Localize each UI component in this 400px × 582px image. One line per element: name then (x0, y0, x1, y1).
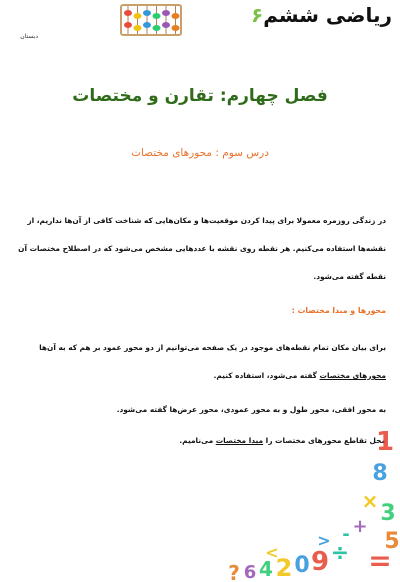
math-symbol: > (317, 531, 331, 550)
abacus-bead (153, 25, 161, 31)
abacus-bead (162, 22, 170, 28)
math-symbol: 6 (243, 562, 257, 582)
math-symbol: 4 (259, 557, 273, 581)
lesson-title: درس سوم : محورهای مختصات (131, 147, 269, 159)
brand-title (251, 3, 392, 27)
abacus-bead (162, 10, 170, 16)
math-symbol: 1 (375, 427, 395, 457)
abacus-bead (143, 10, 151, 16)
axis-names-paragraph: به محور افقی، محور طول و به محور عمودی، محور عرض‌ها گفته می‌شود. (116, 405, 386, 414)
math-symbol: 2 (275, 554, 293, 582)
axes-term: محورهای مختصات (319, 371, 386, 380)
brand-subtitle: دبستان (20, 33, 38, 40)
axes-paragraph (14, 334, 386, 390)
abacus-bead (153, 13, 161, 19)
math-symbol: 3 (380, 501, 396, 526)
abacus-bead (124, 22, 132, 28)
abacus-bead (134, 25, 142, 31)
math-symbol: - (342, 524, 350, 545)
abacus-bead (172, 13, 180, 19)
brand-text: ریاضی ششم (263, 3, 392, 27)
math-symbol: 9 (310, 547, 330, 577)
math-symbol: × (361, 489, 379, 513)
math-symbol: 0 (294, 553, 310, 578)
intro-paragraph: در زندگی روزمره معمولا برای پیدا کردن موقعیت‌ها و مکان‌هایی که شناخت کافی از آن‌ها نداریم، از نقشه‌ها استفاده می‌کنیم. هر نقطه روی نقشه با عددهایی مشخص می‌شود که در اصطلاح مختصات آن نقطه گفته می‌شود. (18, 216, 386, 281)
math-symbol: 8 (372, 461, 388, 486)
origin-term: مبدا مختصات (215, 436, 264, 445)
abacus-icon (120, 4, 182, 36)
math-symbol: ? (228, 561, 240, 582)
abacus-bead (143, 22, 151, 28)
axes-paragraph-text-2: گفته می‌شود، استفاده کنیم. (213, 371, 320, 380)
math-symbol: 5 (384, 529, 400, 554)
chapter-title: فصل چهارم: تقارن و مختصات (72, 86, 328, 106)
axes-paragraph-text-1: برای بیان مکان تمام نقطه‌های موجود در یک صفحه می‌توانیم از دو محور عمود بر هم که به آن‌ها (39, 343, 386, 352)
math-symbol: + (352, 516, 368, 537)
origin-paragraph-text-1: محل تقاطع محورهای مختصات را (263, 436, 386, 445)
origin-paragraph-text-2: می‌نامیم. (179, 436, 216, 445)
abacus-bead (124, 10, 132, 16)
brand-number: ۶ (251, 3, 264, 27)
math-symbol: < (265, 543, 279, 562)
page-header (0, 0, 400, 46)
math-symbol: = (368, 544, 392, 577)
math-symbols-decoration (220, 420, 400, 582)
math-symbol: ÷ (330, 541, 350, 566)
section-heading: محورها و مبدا مختصات : (291, 306, 386, 315)
abacus-bead (134, 13, 142, 19)
abacus-bead (172, 25, 180, 31)
